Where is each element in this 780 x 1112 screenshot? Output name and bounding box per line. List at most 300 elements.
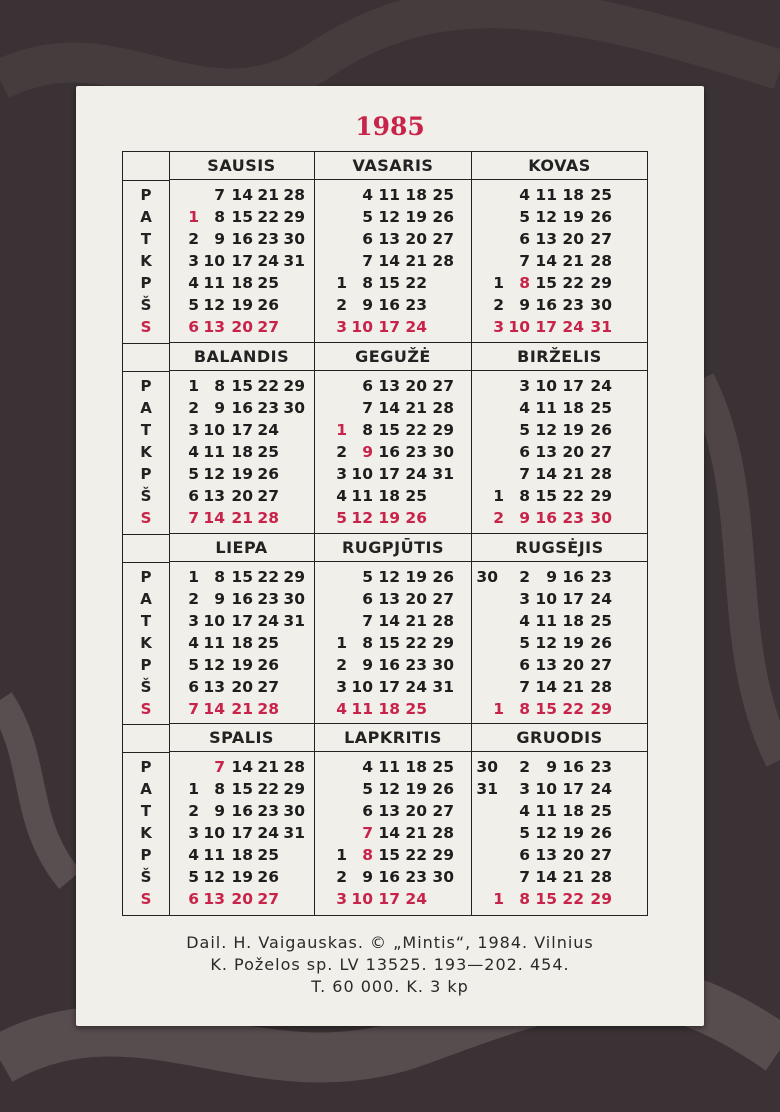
- calendar-day: 18: [562, 186, 584, 204]
- calendar-day: 14: [535, 464, 557, 483]
- weekday-column-header-cell: [123, 724, 169, 753]
- calendar-day: 5: [519, 633, 530, 652]
- weekday-label: A: [140, 589, 152, 608]
- calendar-day: 25: [432, 758, 454, 777]
- calendar-day: 2: [336, 442, 347, 461]
- weekday-label: K: [140, 252, 152, 270]
- calendar-day: 1: [493, 890, 504, 909]
- calendar-day: 20: [562, 230, 584, 248]
- weekday-label: T: [140, 802, 152, 821]
- calendar-day: 30: [283, 230, 305, 248]
- calendar-day: 1: [336, 633, 347, 652]
- calendar-day: 5: [519, 420, 530, 439]
- calendar-day: 12: [535, 420, 557, 439]
- calendar-day: 14: [535, 868, 557, 887]
- calendar-day: 18: [562, 398, 584, 417]
- calendar-day: 3: [336, 318, 347, 336]
- calendar-day: 13: [535, 846, 557, 865]
- calendar-day: 28: [590, 677, 612, 696]
- calendar-day: 9: [362, 296, 373, 314]
- calendar-day: 27: [432, 230, 454, 248]
- calendar-day: 25: [432, 186, 454, 204]
- calendar-day: 27: [257, 318, 279, 336]
- calendar-day: 1: [493, 699, 504, 718]
- calendar-day: 6: [519, 655, 530, 674]
- calendar-day: 5: [362, 208, 373, 226]
- calendar-day: 29: [590, 890, 612, 909]
- calendar-day: 30: [432, 442, 454, 461]
- calendar-day: 3: [493, 318, 504, 336]
- calendar-day: 2: [188, 230, 199, 248]
- calendar-day: 19: [231, 296, 253, 314]
- calendar-day: 3: [336, 677, 347, 696]
- calendar-day: 26: [432, 567, 454, 586]
- calendar-day: 18: [378, 699, 400, 718]
- calendar-day: 8: [362, 274, 373, 292]
- calendar-day: 22: [562, 274, 584, 292]
- calendar-day: 28: [590, 464, 612, 483]
- calendar-day: 10: [535, 780, 557, 799]
- calendar-day: 4: [188, 846, 199, 865]
- month-block: [169, 343, 315, 534]
- calendar-day: 24: [405, 318, 427, 336]
- calendar-day: 31: [590, 318, 612, 336]
- weekday-label: Š: [140, 677, 152, 696]
- calendar-day: 29: [590, 486, 612, 505]
- calendar-day: 29: [432, 420, 454, 439]
- calendar-day: 13: [378, 230, 400, 248]
- calendar-day: 18: [405, 758, 427, 777]
- calendar-day: 16: [562, 567, 584, 586]
- calendar-day: 26: [590, 420, 612, 439]
- weekday-label: S: [140, 699, 152, 718]
- calendar-day: 25: [590, 398, 612, 417]
- month-name: RUGPJŪTIS: [315, 534, 471, 562]
- calendar-day: 9: [362, 442, 373, 461]
- calendar-day: 10: [535, 376, 557, 395]
- calendar-day: 14: [231, 186, 253, 204]
- weekday-label: P: [140, 846, 152, 865]
- calendar-day: 10: [203, 611, 225, 630]
- calendar-day: 12: [203, 868, 225, 887]
- calendar-day: 4: [188, 274, 199, 292]
- calendar-day: 4: [336, 699, 347, 718]
- calendar-day: 9: [362, 868, 373, 887]
- calendar-day: 26: [590, 633, 612, 652]
- calendar-day: 13: [535, 442, 557, 461]
- calendar-day: 30: [283, 398, 305, 417]
- calendar-day: 8: [214, 567, 225, 586]
- calendar-day: 8: [362, 633, 373, 652]
- calendar-day: 19: [562, 420, 584, 439]
- weekday-label: A: [140, 780, 152, 799]
- calendar-day: 6: [362, 376, 373, 395]
- calendar-day: 11: [203, 442, 225, 461]
- calendar-day: 4: [336, 486, 347, 505]
- calendar-day: 28: [432, 252, 454, 270]
- calendar-day: 17: [231, 252, 253, 270]
- calendar-day: 15: [535, 699, 557, 718]
- calendar-day: 16: [535, 296, 557, 314]
- calendar-day: 27: [257, 677, 279, 696]
- calendar-day: 13: [378, 802, 400, 821]
- weekday-label: Š: [140, 868, 152, 887]
- calendar-day: 14: [378, 611, 400, 630]
- calendar-day: 25: [405, 486, 427, 505]
- calendar-day: 11: [203, 633, 225, 652]
- calendar-day: 5: [362, 567, 373, 586]
- calendar-day: 27: [590, 846, 612, 865]
- calendar-day: 31: [432, 464, 454, 483]
- calendar-day: 18: [562, 802, 584, 821]
- calendar-day: 19: [231, 868, 253, 887]
- calendar-day: 6: [362, 802, 373, 821]
- calendar-day: 19: [405, 208, 427, 226]
- weekday-label: Š: [140, 296, 152, 314]
- calendar-day: 11: [535, 398, 557, 417]
- calendar-day: 24: [590, 376, 612, 395]
- calendar-day: 31: [283, 611, 305, 630]
- month-name: RUGSĖJIS: [472, 534, 647, 562]
- calendar-day: 8: [519, 890, 530, 909]
- calendar-day: 22: [257, 567, 279, 586]
- month-name: BIRŽELIS: [472, 343, 647, 371]
- calendar-day: 3: [188, 824, 199, 843]
- calendar-day: 25: [405, 699, 427, 718]
- calendar-day: 24: [257, 420, 279, 439]
- calendar-day: 21: [231, 508, 253, 527]
- weekday-label: P: [140, 758, 152, 777]
- month-block: [315, 534, 472, 725]
- calendar-day: 14: [535, 252, 557, 270]
- weekday-column-divider: [123, 343, 169, 344]
- weekday-label: Š: [140, 486, 152, 505]
- calendar-day: 17: [378, 464, 400, 483]
- calendar-day: 27: [590, 230, 612, 248]
- calendar-day: 30: [590, 508, 612, 527]
- calendar-day: 18: [562, 611, 584, 630]
- calendar-day: 4: [519, 398, 530, 417]
- calendar-day: 12: [351, 508, 373, 527]
- calendar-day: 26: [590, 208, 612, 226]
- calendar-day: 24: [405, 464, 427, 483]
- calendar-day: 8: [519, 699, 530, 718]
- calendar-day: 1: [493, 274, 504, 292]
- imprint-line-2: K. Poželos sp. LV 13525. 193—202. 454.: [210, 955, 570, 974]
- calendar-day: 16: [378, 868, 400, 887]
- calendar-day: 16: [231, 802, 253, 821]
- month-name: GRUODIS: [472, 724, 647, 752]
- calendar-day: 21: [562, 677, 584, 696]
- weekday-column-header-cell: [123, 152, 169, 181]
- calendar-day: 27: [432, 376, 454, 395]
- calendar-day: 14: [231, 758, 253, 777]
- calendar-day: 15: [535, 274, 557, 292]
- calendar-day: 5: [336, 508, 347, 527]
- weekday-label: P: [140, 274, 152, 292]
- calendar-day: 13: [378, 589, 400, 608]
- calendar-day: 15: [231, 780, 253, 799]
- month-block: [315, 724, 472, 915]
- calendar-day: 22: [257, 780, 279, 799]
- calendar-day: 2: [188, 589, 199, 608]
- calendar-day: 16: [231, 398, 253, 417]
- calendar-day: 8: [214, 780, 225, 799]
- calendar-day: 5: [519, 208, 530, 226]
- calendar-day: 26: [405, 508, 427, 527]
- calendar-day: 11: [351, 486, 373, 505]
- calendar-day: 9: [214, 589, 225, 608]
- calendar-day: 25: [257, 846, 279, 865]
- calendar-day: 9: [519, 296, 530, 314]
- calendar-day: 6: [519, 442, 530, 461]
- calendar-day: 30: [590, 296, 612, 314]
- calendar-day: 22: [257, 376, 279, 395]
- calendar-day: 2: [336, 868, 347, 887]
- calendar-day: 20: [405, 376, 427, 395]
- calendar-day: 3: [519, 376, 530, 395]
- calendar-day: 28: [590, 868, 612, 887]
- calendar-card: [76, 86, 704, 1026]
- calendar-day: 27: [257, 890, 279, 909]
- calendar-day: 4: [519, 611, 530, 630]
- calendar-day: 7: [362, 398, 373, 417]
- calendar-day: 20: [231, 486, 253, 505]
- calendar-day: 17: [562, 780, 584, 799]
- calendar-day: 15: [378, 420, 400, 439]
- calendar-day: 7: [214, 186, 225, 204]
- calendar-day: 1: [336, 274, 347, 292]
- calendar-day: 23: [405, 868, 427, 887]
- calendar-day: 11: [535, 611, 557, 630]
- calendar-day: 16: [535, 508, 557, 527]
- calendar-day: 6: [188, 890, 199, 909]
- calendar-day: 21: [405, 824, 427, 843]
- calendar-day: 9: [214, 802, 225, 821]
- calendar-day: 23: [562, 296, 584, 314]
- calendar-day: 22: [405, 420, 427, 439]
- calendar-day: 5: [519, 824, 530, 843]
- calendar-day: 5: [188, 655, 199, 674]
- calendar-day: 27: [257, 486, 279, 505]
- calendar-day: 5: [188, 464, 199, 483]
- calendar-day: 14: [203, 699, 225, 718]
- calendar-day: 7: [519, 464, 530, 483]
- calendar-day: 9: [546, 567, 557, 586]
- calendar-day: 30: [432, 868, 454, 887]
- month-block: [472, 724, 647, 915]
- calendar-day: 10: [535, 589, 557, 608]
- calendar-day: 2: [336, 296, 347, 314]
- calendar-day: 10: [351, 890, 373, 909]
- weekday-label: T: [140, 230, 152, 248]
- calendar-day: 30: [476, 567, 498, 586]
- calendar-day: 21: [562, 464, 584, 483]
- calendar-day: 26: [432, 208, 454, 226]
- month-block: [472, 343, 647, 534]
- calendar-day: 1: [188, 376, 199, 395]
- month-block: [472, 152, 647, 343]
- calendar-day: 17: [562, 376, 584, 395]
- calendar-day: 12: [378, 567, 400, 586]
- weekday-column: [123, 152, 170, 915]
- calendar-day: 4: [188, 633, 199, 652]
- weekday-label: K: [140, 824, 152, 843]
- calendar-day: 13: [203, 890, 225, 909]
- weekday-label: S: [140, 890, 152, 909]
- calendar-day: 18: [231, 633, 253, 652]
- calendar-day: 27: [590, 442, 612, 461]
- calendar-day: 28: [432, 398, 454, 417]
- calendar-day: 16: [378, 296, 400, 314]
- calendar-day: 24: [562, 318, 584, 336]
- calendar-day: 18: [231, 274, 253, 292]
- calendar-day: 3: [188, 252, 199, 270]
- calendar-day: 14: [378, 398, 400, 417]
- calendar-day: 28: [590, 252, 612, 270]
- calendar-day: 22: [405, 846, 427, 865]
- calendar-day: 13: [203, 318, 225, 336]
- calendar-day: 3: [519, 780, 530, 799]
- calendar-day: 8: [519, 274, 530, 292]
- calendar-day: 18: [231, 846, 253, 865]
- calendar-day: 13: [378, 376, 400, 395]
- weekday-column-header-cell: [123, 343, 169, 372]
- calendar-day: 6: [188, 318, 199, 336]
- calendar-day: 29: [283, 567, 305, 586]
- calendar-day: 7: [519, 868, 530, 887]
- calendar-day: 28: [432, 824, 454, 843]
- calendar-day: 24: [257, 611, 279, 630]
- weekday-label: P: [140, 655, 152, 674]
- calendar-day: 25: [257, 274, 279, 292]
- calendar-day: 26: [257, 868, 279, 887]
- weekday-label: T: [140, 420, 152, 439]
- calendar-day: 7: [362, 611, 373, 630]
- calendar-day: 5: [362, 780, 373, 799]
- calendar-day: 21: [405, 252, 427, 270]
- calendar-day: 10: [351, 318, 373, 336]
- calendar-day: 13: [203, 486, 225, 505]
- calendar-day: 8: [214, 208, 225, 226]
- calendar-day: 17: [231, 824, 253, 843]
- calendar-day: 12: [535, 633, 557, 652]
- calendar-day: 2: [336, 655, 347, 674]
- month-block: [169, 534, 315, 725]
- calendar-day: 28: [257, 508, 279, 527]
- calendar-day: 9: [214, 230, 225, 248]
- calendar-day: 23: [257, 802, 279, 821]
- calendar-day: 16: [231, 230, 253, 248]
- calendar-day: 20: [231, 677, 253, 696]
- calendar-day: 1: [336, 420, 347, 439]
- calendar-day: 26: [257, 296, 279, 314]
- calendar-day: 17: [378, 677, 400, 696]
- calendar-day: 20: [562, 442, 584, 461]
- calendar-day: 6: [362, 589, 373, 608]
- calendar-day: 1: [188, 567, 199, 586]
- calendar-day: 17: [378, 318, 400, 336]
- month-name: BALANDIS: [169, 343, 314, 371]
- calendar-day: 11: [535, 186, 557, 204]
- calendar-day: 16: [378, 655, 400, 674]
- calendar-day: 13: [203, 677, 225, 696]
- calendar-day: 26: [257, 655, 279, 674]
- calendar-day: 21: [405, 611, 427, 630]
- calendar-day: 2: [188, 802, 199, 821]
- calendar-day: 8: [362, 846, 373, 865]
- weekday-label: P: [140, 376, 152, 395]
- calendar-day: 15: [231, 208, 253, 226]
- calendar-day: 7: [362, 824, 373, 843]
- calendar-day: 21: [405, 398, 427, 417]
- calendar-day: 16: [231, 589, 253, 608]
- month-block: [169, 724, 315, 915]
- calendar-day: 6: [519, 230, 530, 248]
- calendar-grid: [122, 151, 648, 916]
- weekday-label: S: [140, 318, 152, 336]
- calendar-day: 2: [519, 567, 530, 586]
- calendar-day: 20: [405, 230, 427, 248]
- calendar-day: 5: [188, 296, 199, 314]
- calendar-day: 22: [257, 208, 279, 226]
- weekday-column-header-cell: [123, 534, 169, 563]
- calendar-day: 15: [378, 274, 400, 292]
- calendar-day: 20: [231, 318, 253, 336]
- calendar-day: 3: [519, 589, 530, 608]
- calendar-day: 10: [203, 420, 225, 439]
- calendar-day: 27: [590, 655, 612, 674]
- calendar-day: 25: [590, 611, 612, 630]
- calendar-day: 25: [590, 802, 612, 821]
- calendar-day: 23: [405, 442, 427, 461]
- weekday-label: P: [140, 186, 152, 204]
- calendar-day: 29: [590, 274, 612, 292]
- calendar-day: 19: [378, 508, 400, 527]
- calendar-day: 20: [562, 655, 584, 674]
- calendar-day: 5: [188, 868, 199, 887]
- calendar-day: 10: [508, 318, 530, 336]
- weekday-label: T: [140, 611, 152, 630]
- calendar-day: 21: [562, 252, 584, 270]
- calendar-day: 24: [590, 780, 612, 799]
- calendar-day: 12: [203, 655, 225, 674]
- calendar-day: 25: [257, 633, 279, 652]
- calendar-day: 2: [493, 508, 504, 527]
- calendar-day: 6: [188, 486, 199, 505]
- calendar-day: 25: [257, 442, 279, 461]
- weekday-label: S: [140, 508, 152, 527]
- calendar-day: 8: [362, 420, 373, 439]
- calendar-day: 10: [203, 824, 225, 843]
- calendar-day: 28: [257, 699, 279, 718]
- calendar-day: 23: [257, 589, 279, 608]
- calendar-day: 29: [283, 780, 305, 799]
- calendar-day: 9: [362, 655, 373, 674]
- calendar-day: 19: [405, 567, 427, 586]
- calendar-day: 30: [476, 758, 498, 777]
- calendar-day: 26: [590, 824, 612, 843]
- month-name: KOVAS: [472, 152, 647, 180]
- calendar-day: 17: [535, 318, 557, 336]
- weekday-column-divider: [123, 534, 169, 535]
- calendar-day: 1: [188, 208, 199, 226]
- calendar-day: 12: [535, 824, 557, 843]
- calendar-day: 22: [562, 890, 584, 909]
- calendar-day: 7: [362, 252, 373, 270]
- calendar-day: 20: [405, 802, 427, 821]
- calendar-day: 28: [283, 758, 305, 777]
